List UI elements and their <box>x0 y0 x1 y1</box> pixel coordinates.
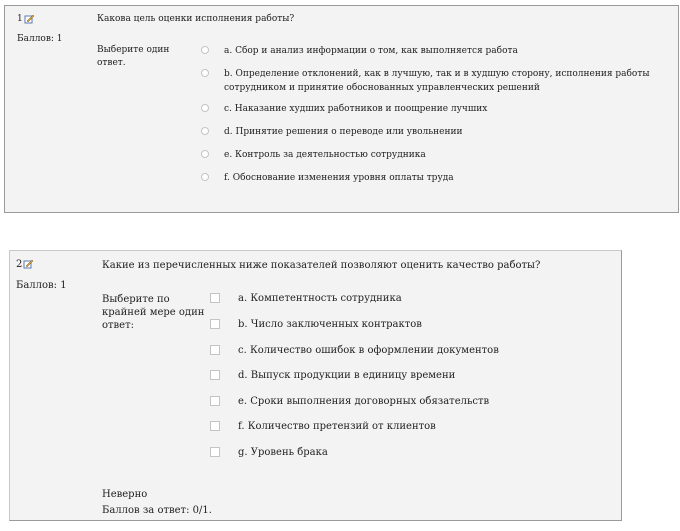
answer-label[interactable]: f. Количество претензий от клиентов <box>238 421 436 432</box>
result-score: Баллов за ответ: 0/1. <box>102 505 212 516</box>
answer-label[interactable]: c. Наказание худших работников и поощрение лучших <box>224 104 488 114</box>
question-1-prompt: Выберите один ответ. <box>97 45 170 68</box>
answer-option-e[interactable] <box>210 396 489 408</box>
answer-label[interactable]: d. Принятие решения о переводе или увольнении <box>224 127 463 137</box>
answer-option-a[interactable] <box>210 293 402 305</box>
radio-button[interactable] <box>201 150 209 158</box>
checkbox[interactable] <box>210 396 220 406</box>
radio-button[interactable] <box>201 127 209 135</box>
answer-option-d[interactable] <box>210 370 455 382</box>
radio-button[interactable] <box>201 69 209 77</box>
answer-option-d[interactable] <box>201 125 664 139</box>
question-2-feedback <box>102 487 212 519</box>
answer-option-g[interactable] <box>210 447 328 459</box>
radio-button[interactable] <box>201 46 209 54</box>
question-1-number: 1 <box>17 14 23 24</box>
checkbox[interactable] <box>210 421 220 431</box>
answer-option-b[interactable] <box>210 319 422 331</box>
answer-label[interactable]: b. Определение отклонений, как в лучшую, так и в худшую сторону, исполнения работы сотрудником и принятие обоснованных управленческих решений <box>224 69 650 93</box>
answer-option-c[interactable] <box>210 345 499 357</box>
checkbox[interactable] <box>210 345 220 355</box>
answer-option-e[interactable] <box>201 148 664 162</box>
edit-question-icon[interactable] <box>24 13 35 24</box>
question-2-info <box>16 259 67 291</box>
answer-option-f[interactable] <box>210 421 436 433</box>
radio-button[interactable] <box>201 104 209 112</box>
answer-option-f[interactable] <box>201 171 664 185</box>
radio-button[interactable] <box>201 173 209 181</box>
answer-label[interactable]: f. Обоснование изменения уровня оплаты труда <box>224 173 454 183</box>
answer-label[interactable]: e. Сроки выполнения договорных обязательств <box>238 396 490 407</box>
answer-label[interactable]: b. Число заключенных контрактов <box>238 319 422 330</box>
answer-label[interactable]: e. Контроль за деятельностью сотрудника <box>224 150 426 160</box>
edit-question-icon[interactable] <box>23 258 34 269</box>
question-1-number-row <box>17 14 35 24</box>
question-2-number-row <box>16 259 34 270</box>
question-1-block <box>4 5 679 213</box>
answer-label[interactable]: a. Сбор и анализ информации о том, как выполняется работа <box>224 46 518 56</box>
answer-option-a[interactable] <box>201 44 664 58</box>
answer-option-c[interactable] <box>201 102 664 116</box>
question-2-text: Какие из перечисленных ниже показателей позволяют оценить качество работы? <box>102 260 541 271</box>
question-1-text: Какова цель оценки исполнения работы? <box>97 14 295 24</box>
checkbox[interactable] <box>210 293 220 303</box>
question-2-block <box>9 250 622 521</box>
answer-label[interactable]: a. Компетентность сотрудника <box>238 293 402 304</box>
question-2-number: 2 <box>16 259 23 270</box>
question-1-grade: Баллов: 1 <box>17 34 63 44</box>
question-2-prompt: Выберите по крайней мере один ответ: <box>102 294 205 331</box>
question-2-grade: Баллов: 1 <box>16 280 67 291</box>
checkbox[interactable] <box>210 447 220 457</box>
checkbox[interactable] <box>210 319 220 329</box>
question-1-info <box>17 14 63 44</box>
checkbox[interactable] <box>210 370 220 380</box>
answer-label[interactable]: g. Уровень брака <box>238 447 328 458</box>
answer-option-b[interactable] <box>201 67 664 95</box>
result-status: Неверно <box>102 489 148 500</box>
answer-label[interactable]: c. Количество ошибок в оформлении документов <box>238 345 499 356</box>
answer-label[interactable]: d. Выпуск продукции в единицу времени <box>238 370 456 381</box>
